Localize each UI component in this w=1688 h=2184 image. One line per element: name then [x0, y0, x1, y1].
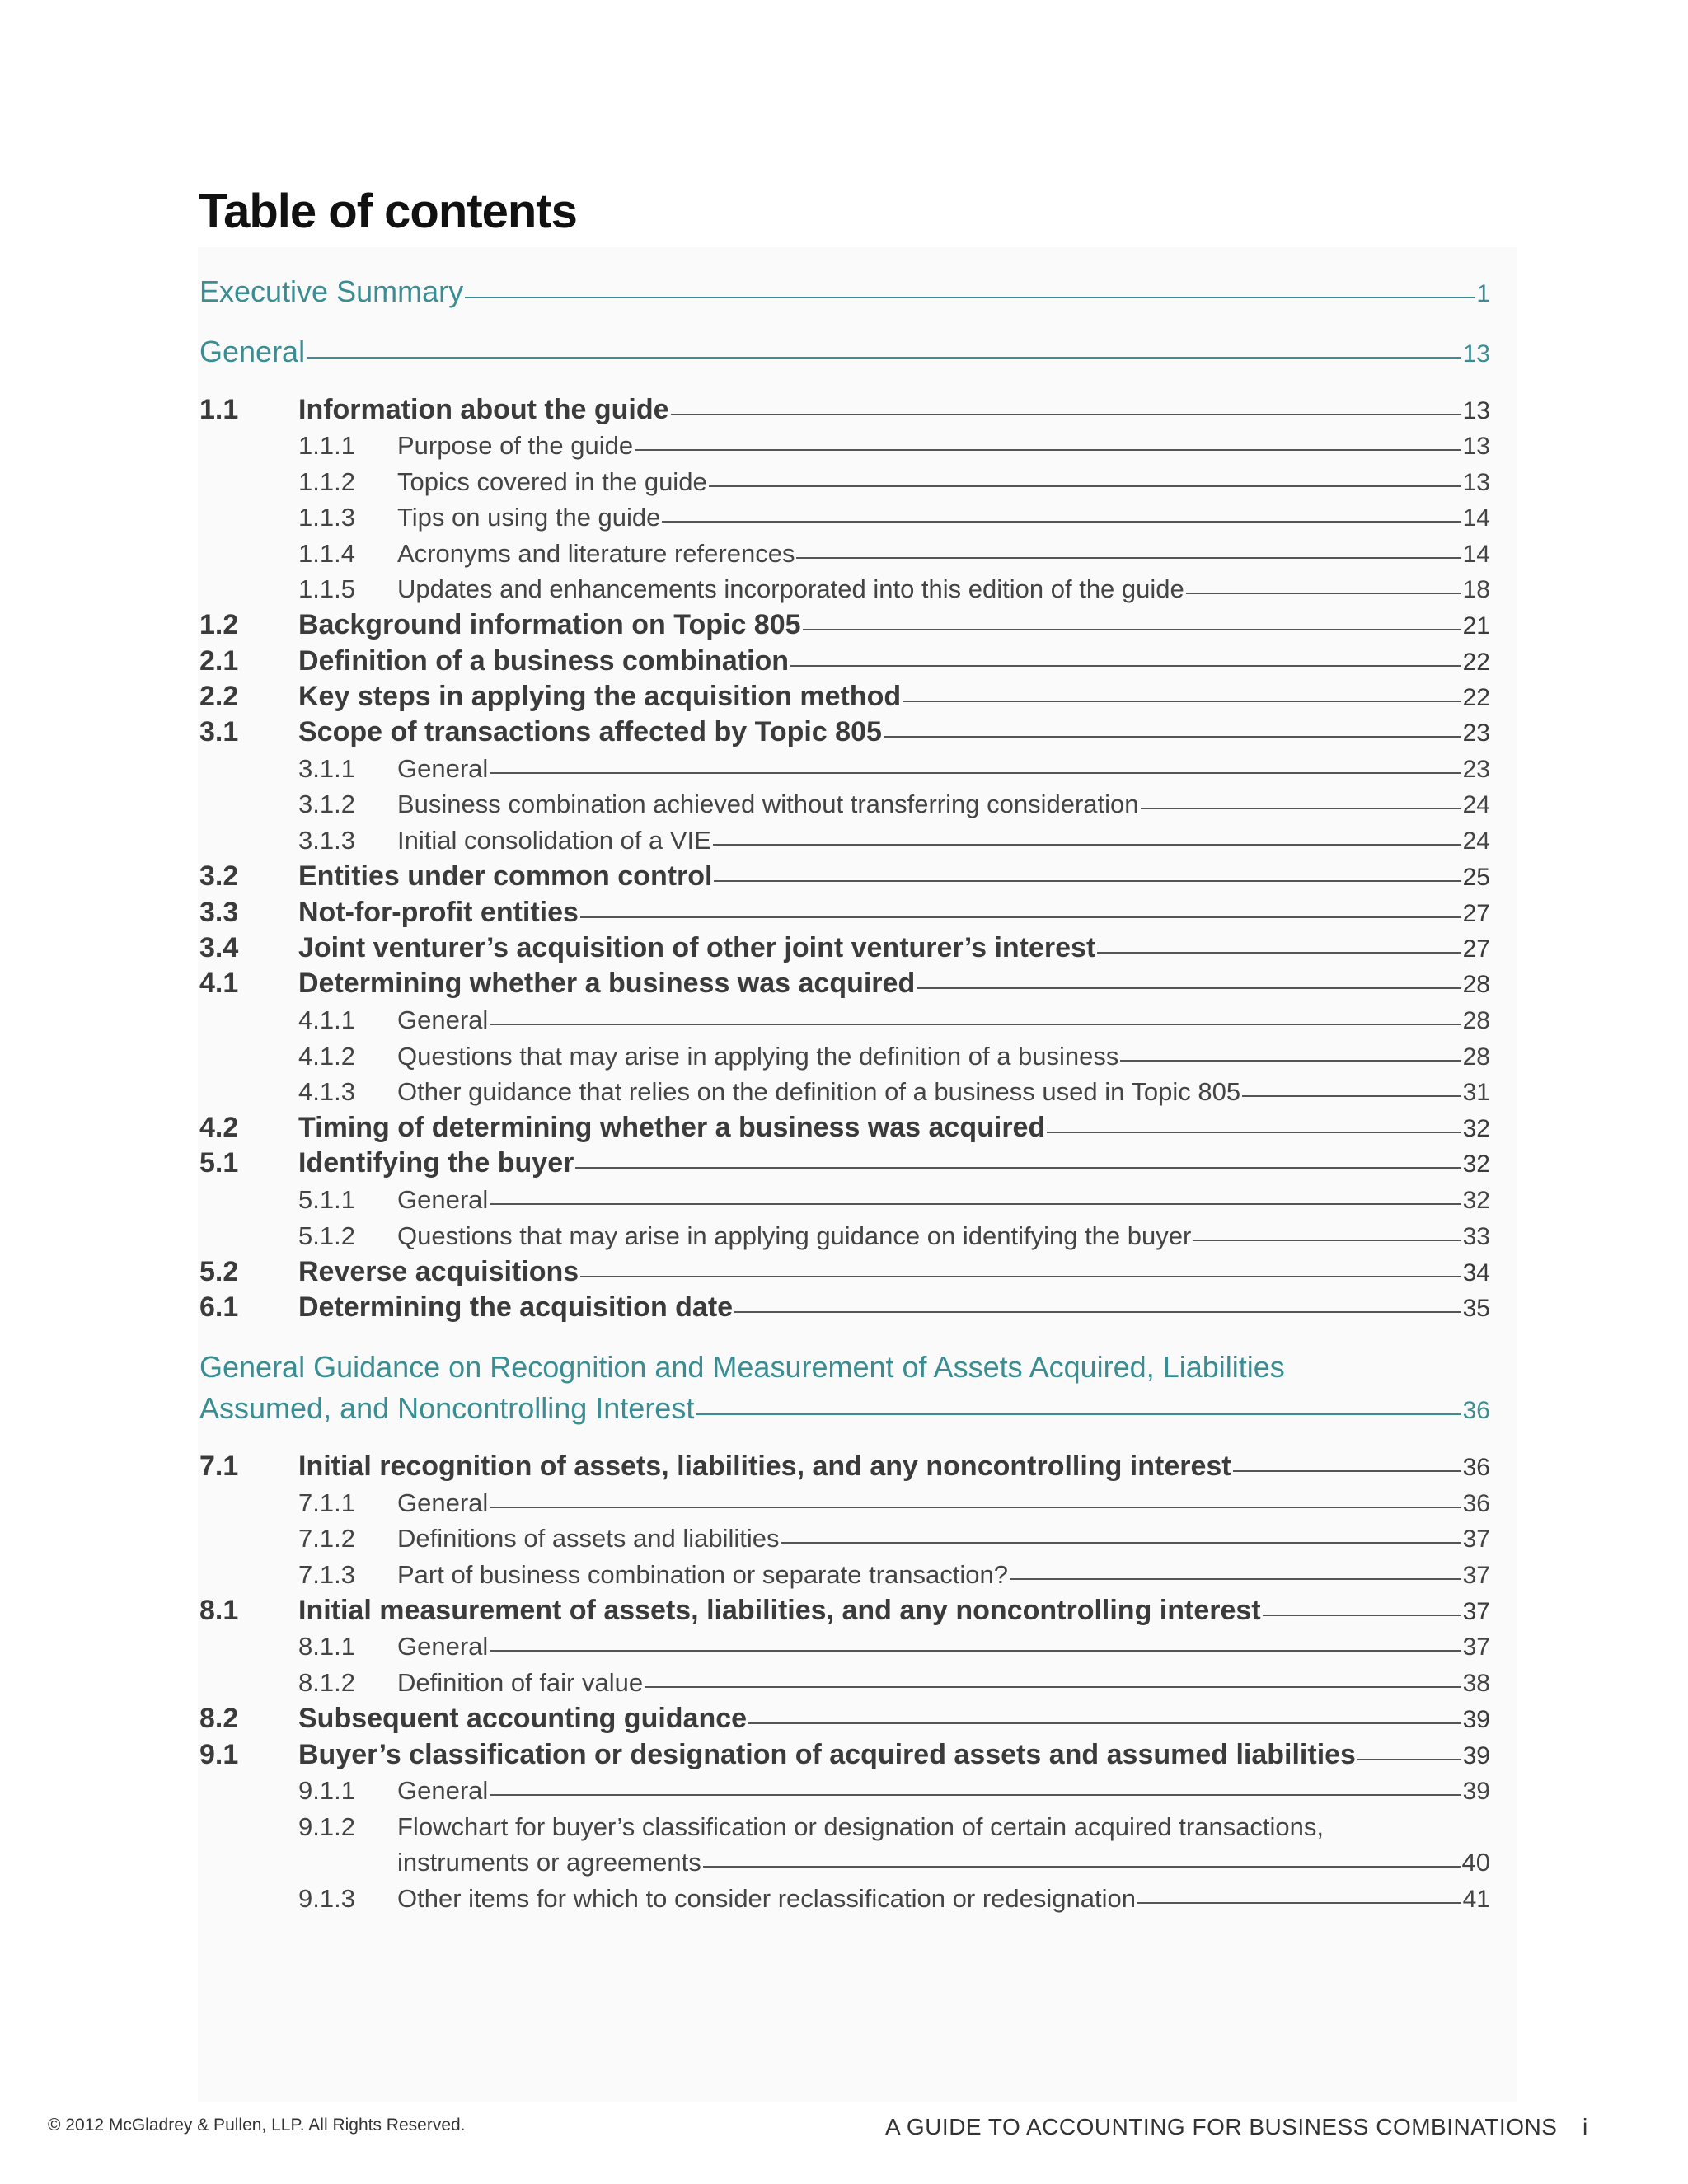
toc-entry[interactable]	[199, 1739, 1490, 1771]
dot-leader	[490, 1203, 1461, 1205]
dot-leader	[575, 1167, 1461, 1169]
toc-entry[interactable]	[199, 539, 1490, 569]
dot-leader	[490, 1794, 1461, 1796]
entry-number: 3.1.1	[298, 754, 355, 783]
toc-entry[interactable]	[199, 394, 1490, 426]
toc-entry[interactable]	[199, 681, 1490, 713]
entry-number: 3.3	[199, 897, 239, 928]
entry-number: 8.2	[199, 1703, 239, 1734]
toc-entry[interactable]	[199, 1632, 1490, 1661]
page-number: 24	[1462, 827, 1490, 855]
toc-entry[interactable]	[199, 932, 1490, 964]
footer-page-number: i	[1582, 2114, 1588, 2139]
page-number: 28	[1462, 1043, 1490, 1071]
toc-entry[interactable]	[199, 826, 1490, 855]
entry-number: 7.1.2	[298, 1524, 355, 1553]
entry-number: 1.1	[199, 394, 239, 425]
toc-entry[interactable]	[199, 1560, 1490, 1590]
page-number: 37	[1462, 1526, 1490, 1553]
entry-title: Initial consolidation of a VIE	[397, 826, 711, 855]
page-number: 22	[1462, 684, 1490, 711]
dot-leader	[580, 1276, 1461, 1277]
entry-title: Business combination achieved without transferring consideration	[397, 790, 1139, 818]
toc-entry[interactable]	[199, 897, 1490, 929]
toc-entry[interactable]	[199, 1077, 1490, 1107]
toc-entry[interactable]	[199, 790, 1490, 819]
dot-leader	[714, 880, 1461, 882]
dot-leader	[671, 414, 1461, 415]
page-number: 18	[1462, 576, 1490, 603]
entry-title: Flowchart for buyer’s classification or designation of certain acquired transactions,	[397, 1812, 1325, 1841]
entry-number: 2.2	[199, 681, 239, 712]
page-number: 33	[1462, 1223, 1490, 1250]
toc-entry[interactable]	[199, 1776, 1490, 1806]
dot-leader	[917, 987, 1461, 989]
toc-entry[interactable]	[199, 860, 1490, 893]
page-number: 32	[1462, 1187, 1490, 1214]
entry-number: 7.1.3	[298, 1560, 355, 1589]
entry-number: 3.1.2	[298, 790, 355, 818]
page-number: 39	[1462, 1742, 1490, 1769]
entry-title: Acronyms and literature references	[397, 539, 795, 568]
entry-title: Definition of fair value	[397, 1668, 644, 1697]
entry-title: Entities under common control	[298, 860, 713, 892]
toc-entry[interactable]	[199, 503, 1490, 532]
entry-number: 1.1.4	[298, 539, 355, 568]
entry-number: 5.1.1	[298, 1185, 355, 1214]
page-number: 14	[1462, 541, 1490, 568]
page-number: 31	[1462, 1079, 1490, 1106]
toc-entry[interactable]	[199, 1595, 1490, 1627]
toc-entry[interactable]	[199, 1256, 1490, 1288]
toc-entry[interactable]	[199, 1291, 1490, 1324]
toc-section-general[interactable]	[199, 335, 1490, 369]
toc-entry[interactable]	[199, 1488, 1490, 1518]
page-number: 37	[1462, 1562, 1490, 1589]
toc-entry[interactable]	[199, 968, 1490, 1000]
dot-leader	[645, 1686, 1461, 1688]
page-number: 36	[1462, 1490, 1490, 1517]
entry-title: Questions that may arise in applying the definition of a business	[397, 1042, 1119, 1071]
dot-leader	[696, 1413, 1461, 1415]
page-number: 13	[1462, 397, 1490, 424]
entry-title: Information about the guide	[298, 394, 669, 425]
dot-leader	[703, 1866, 1461, 1868]
page-number: 13	[1462, 469, 1490, 496]
entry-number: 7.1	[199, 1451, 239, 1482]
entry-title: Initial recognition of assets, liabilities, and any noncontrolling interest	[298, 1451, 1231, 1482]
entry-number: 6.1	[199, 1291, 239, 1323]
toc-entry[interactable]	[199, 1884, 1490, 1914]
section-title: General	[199, 335, 306, 368]
page-number: 24	[1462, 791, 1490, 818]
entry-title: Definition of a business combination	[298, 645, 790, 677]
toc-entry-continuation[interactable]	[199, 1848, 1490, 1877]
entry-number: 4.2	[199, 1112, 239, 1143]
entry-title: Purpose of the guide	[397, 431, 634, 460]
entry-number: 3.1.3	[298, 826, 355, 855]
footer-guide-title: A GUIDE TO ACCOUNTING FOR BUSINESS COMBINATIONS	[885, 2114, 1558, 2139]
dot-leader	[1141, 808, 1461, 809]
entry-title: Updates and enhancements incorporated into this edition of the guide	[397, 574, 1184, 603]
page-number: 23	[1462, 719, 1490, 747]
dot-leader	[662, 521, 1461, 523]
entry-title: General	[397, 754, 489, 783]
entry-title: Timing of determining whether a business was acquired	[298, 1112, 1046, 1143]
dot-leader	[1233, 1470, 1461, 1472]
toc-entry[interactable]	[199, 716, 1490, 748]
toc-entry[interactable]	[199, 645, 1490, 677]
dot-leader	[734, 1311, 1461, 1313]
entry-title: General	[397, 1005, 489, 1034]
page-number: 13	[1462, 340, 1490, 368]
entry-number: 1.1.2	[298, 467, 355, 496]
dot-leader	[307, 357, 1461, 359]
toc-section-general-guidance[interactable]	[199, 1391, 1490, 1426]
toc-entry[interactable]	[199, 1703, 1490, 1735]
page-number: 14	[1462, 504, 1490, 532]
entry-number: 5.1.2	[298, 1221, 355, 1250]
page-number: 28	[1462, 971, 1490, 998]
entry-title: Key steps in applying the acquisition method	[298, 681, 902, 712]
page-number: 27	[1462, 935, 1490, 963]
entry-number: 9.1.2	[298, 1812, 355, 1841]
toc-entry[interactable]	[199, 1112, 1490, 1144]
dot-leader	[1242, 1095, 1461, 1097]
toc-entry[interactable]	[199, 431, 1490, 461]
page-number: 38	[1462, 1670, 1490, 1697]
page-number: 41	[1462, 1886, 1490, 1913]
section-title: Assumed, and Noncontrolling Interest	[199, 1391, 695, 1425]
entry-number: 5.2	[199, 1256, 239, 1287]
page-number: 32	[1462, 1115, 1490, 1142]
dot-leader	[790, 665, 1461, 667]
page-number: 39	[1462, 1778, 1490, 1805]
page-number: 23	[1462, 756, 1490, 783]
toc-entry[interactable]	[199, 1221, 1490, 1251]
page-title: Table of contents	[199, 185, 577, 238]
page-number: 22	[1462, 649, 1490, 676]
dot-leader	[490, 772, 1461, 774]
page-number: 27	[1462, 900, 1490, 927]
dot-leader	[490, 1507, 1461, 1508]
toc-entry[interactable]	[199, 754, 1490, 784]
toc-entry[interactable]	[199, 1005, 1490, 1035]
entry-title: Identifying the buyer	[298, 1147, 574, 1179]
page-number: 28	[1462, 1007, 1490, 1034]
page-number: 39	[1462, 1706, 1490, 1733]
dot-leader	[1010, 1578, 1461, 1580]
toc-entry[interactable]	[199, 609, 1490, 641]
page-number: 37	[1462, 1598, 1490, 1625]
entry-title: Topics covered in the guide	[397, 467, 707, 496]
page-number: 34	[1462, 1259, 1490, 1286]
toc-section-executive-summary[interactable]	[199, 274, 1490, 309]
entry-number: 3.1	[199, 716, 239, 748]
entry-number: 7.1.1	[298, 1488, 355, 1517]
dot-leader	[781, 1542, 1461, 1544]
dot-leader	[1193, 1240, 1461, 1241]
dot-leader	[903, 701, 1461, 702]
page-number: 36	[1462, 1397, 1490, 1424]
entry-title: Reverse acquisitions	[298, 1256, 579, 1287]
entry-title: Joint venturer’s acquisition of other joint venturer’s interest	[298, 932, 1096, 963]
page-number: 13	[1462, 433, 1490, 460]
page-number: 36	[1462, 1454, 1490, 1481]
dot-leader	[465, 297, 1475, 298]
dot-leader	[1120, 1060, 1461, 1062]
entry-title: Buyer’s classification or designation of acquired assets and assumed liabilities	[298, 1739, 1356, 1770]
toc-entry[interactable]	[199, 574, 1490, 604]
entry-number: 3.4	[199, 932, 239, 963]
entry-number: 4.1.3	[298, 1077, 355, 1106]
entry-number: 1.2	[199, 609, 239, 640]
entry-title: instruments or agreements	[397, 1848, 701, 1877]
entry-title: Questions that may arise in applying guidance on identifying the buyer	[397, 1221, 1192, 1250]
entry-number: 8.1.2	[298, 1668, 355, 1697]
entry-title: General	[397, 1776, 489, 1805]
entry-title: General	[397, 1488, 489, 1517]
entry-number: 4.1.2	[298, 1042, 355, 1071]
section-title: Executive Summary	[199, 274, 464, 308]
toc-entry[interactable]	[199, 1042, 1490, 1071]
toc-entry[interactable]	[199, 1185, 1490, 1215]
dot-leader	[580, 916, 1461, 918]
page-number: 1	[1476, 280, 1490, 307]
page-number: 21	[1462, 612, 1490, 640]
dot-leader	[1186, 593, 1461, 594]
toc-section-general-guidance-line1[interactable]: General Guidance on Recognition and Measurement of Assets Acquired, Liabilities	[199, 1350, 1285, 1384]
entry-number: 9.1	[199, 1739, 239, 1770]
dot-leader	[490, 1650, 1461, 1652]
toc-entry[interactable]	[199, 1451, 1490, 1483]
entry-number: 2.1	[199, 645, 239, 677]
dot-leader	[884, 736, 1461, 738]
page-number: 32	[1462, 1151, 1490, 1178]
dot-leader	[748, 1722, 1461, 1724]
entry-number: 1.1.3	[298, 503, 355, 532]
entry-number: 5.1	[199, 1147, 239, 1179]
toc-entry[interactable]	[199, 1524, 1490, 1554]
entry-title: Initial measurement of assets, liabilities, and any noncontrolling interest	[298, 1595, 1261, 1626]
entry-number: 8.1	[199, 1595, 239, 1626]
entry-title: Other items for which to consider reclassification or redesignation	[397, 1884, 1136, 1913]
toc-entry[interactable]	[199, 1812, 1490, 1842]
entry-title: Subsequent accounting guidance	[298, 1703, 748, 1734]
dot-leader	[1047, 1132, 1461, 1133]
copyright-notice: © 2012 McGladrey & Pullen, LLP. All Rights Reserved.	[48, 2116, 466, 2135]
entry-title: Determining whether a business was acquired	[298, 968, 916, 999]
dot-leader	[490, 1024, 1461, 1025]
toc-entry[interactable]	[199, 1147, 1490, 1179]
entry-title: Determining the acquisition date	[298, 1291, 734, 1323]
entry-title: Not-for-profit entities	[298, 897, 579, 928]
dot-leader	[635, 449, 1461, 451]
entry-number: 4.1	[199, 968, 239, 999]
dot-leader	[1357, 1759, 1461, 1760]
page-number: 25	[1462, 864, 1490, 891]
toc-entry[interactable]	[199, 467, 1490, 497]
entry-title: Background information on Topic 805	[298, 609, 801, 640]
entry-number: 9.1.3	[298, 1884, 355, 1913]
page-number: 40	[1461, 1848, 1490, 1877]
entry-number: 4.1.1	[298, 1005, 355, 1034]
dot-leader	[709, 485, 1461, 487]
entry-title: Part of business combination or separate transaction?	[397, 1560, 1008, 1589]
dot-leader	[796, 557, 1461, 559]
dot-leader	[803, 629, 1461, 630]
entry-number: 1.1.5	[298, 574, 355, 603]
entry-title: General	[397, 1632, 489, 1661]
dot-leader	[1097, 952, 1461, 954]
entry-number: 8.1.1	[298, 1632, 355, 1661]
entry-title: Definitions of assets and liabilities	[397, 1524, 780, 1553]
entry-number: 3.2	[199, 860, 239, 892]
page-number: 37	[1462, 1633, 1490, 1661]
dot-leader	[713, 844, 1461, 846]
entry-title: Scope of transactions affected by Topic 805	[298, 716, 882, 748]
page-number: 35	[1462, 1295, 1490, 1322]
entry-title: Tips on using the guide	[397, 503, 661, 532]
dot-leader	[1263, 1615, 1461, 1616]
entry-number: 1.1.1	[298, 431, 355, 460]
entry-number: 9.1.1	[298, 1776, 355, 1805]
entry-title: Other guidance that relies on the definition of a business used in Topic 805	[397, 1077, 1241, 1106]
entry-title: General	[397, 1185, 489, 1214]
toc-entry[interactable]	[199, 1668, 1490, 1698]
dot-leader	[1137, 1902, 1461, 1904]
